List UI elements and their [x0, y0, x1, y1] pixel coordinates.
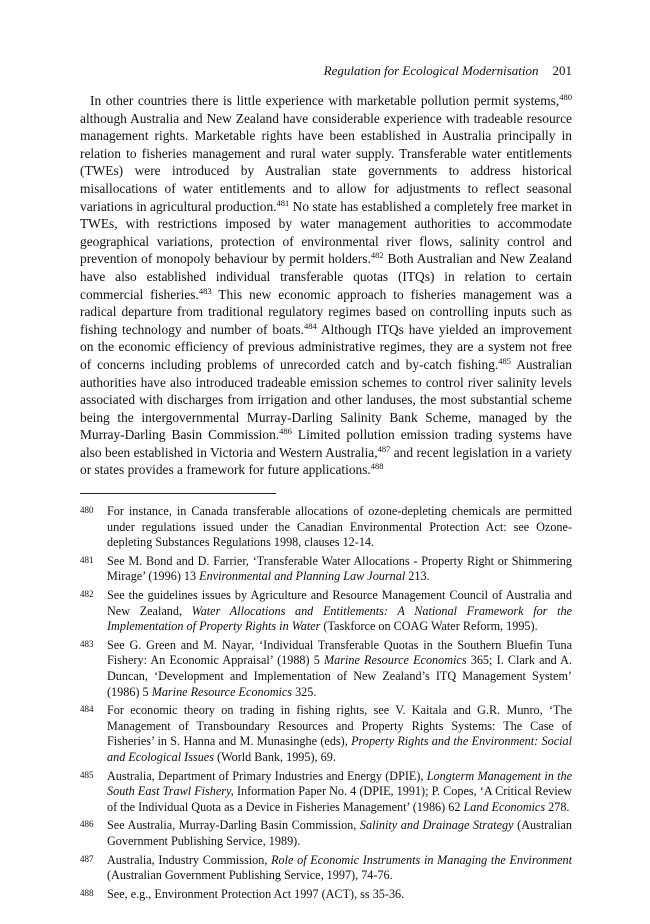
footnote-number: 487: [80, 853, 94, 864]
footnote-italic-title: Land Economics: [463, 799, 546, 814]
footnote-ref-487: 487: [377, 443, 391, 454]
footnote-text: [107, 887, 572, 903]
footnote-number: 486: [80, 819, 94, 830]
footnote-italic-title: Salinity and Drainage Strategy: [359, 818, 514, 833]
footnote-italic-title: Longterm Management in the South East Trawl Fishery,: [107, 768, 572, 799]
paragraph-text-3: No state has established a completely free market in TWEs, with restrictions imposed by water management authorities to accommodate geographical variations, protection of environmental river flows, salinity control and prevention of monopoly behaviour by permit holders.: [80, 198, 572, 267]
paragraph-text-6: Although ITQs have yielded an improvement on the economic efficiency of previous administrative regimes, they are a system not free of concerns including problems of unrecorded catch and by-catch fishing.: [80, 321, 572, 372]
footnote-italic-title: Property Rights and the Environment: Social and Ecological Issues: [107, 734, 572, 764]
paragraph-text-5: This new economic approach to fisheries management was a radical departure from traditional regulatory regimes based on controlling inputs such as fishing technology and number of boats.: [80, 286, 572, 337]
footnote-ref-484: 484: [304, 320, 317, 331]
footnote-text-part: (Australian Government Publishing Service, 1989).: [107, 818, 573, 848]
paragraph-text-1: In other countries there is little experience with marketable pollution permit systems,: [90, 93, 560, 108]
footnote-ref-488: 488: [370, 461, 384, 472]
main-paragraph: [80, 92, 572, 479]
footnote-text: [107, 769, 572, 816]
footnote-number: 488: [80, 887, 94, 898]
footnote-number: 483: [80, 638, 94, 649]
paragraph-text-2: although Australia and New Zealand have considerable experience with tradeable resource management rights. Marketable rights have been established in Australia principally in relation to fisheries management and rural water supply. Transferable water entitlements (TWEs) were introduced by Australian state governments to address historical misallocations of water entitlements and to allow for adjustments to reflect seasonal variations in agricultural production.: [80, 110, 572, 214]
footnote-text-part: See, e.g., Environment Protection Act 1997 (ACT), ss 35-36.: [107, 886, 405, 901]
footnote-number: 484: [80, 704, 94, 715]
footnote-text-part: Australia, Department of Primary Industries and Energy (DPIE),: [107, 768, 427, 783]
footnote-text-part: For economic theory on trading in fishing rights, see V. Kaitala and G.R. Munro, ‘The Management of Transboundary Resources and Property Rights Systems: The Case of Fisheries’ in S. Hanna and M. Munasinghe (eds),: [107, 703, 572, 749]
running-header: [80, 62, 572, 80]
footnote-486: [80, 818, 572, 849]
footnote-text: [107, 554, 572, 585]
footnote-text: [107, 703, 572, 765]
book-page: [80, 62, 572, 905]
footnote-italic-title: Marine Resource Economics: [324, 653, 467, 668]
footnote-484: [80, 703, 572, 765]
footnote-text-part: See M. Bond and D. Farrier, ‘Transferable Water Allocations - Property Right or Shimmering Mirage’ (1996) 13: [107, 553, 572, 584]
footnotes: [80, 504, 572, 902]
footnote-text-part: For instance, in Canada transferable allocations of ozone-depleting chemicals are permitted under regulations issued under the Canadian Environmental Protection Act: see Ozone-depleting Substances Regulations 1998, clauses 12-14.: [107, 504, 572, 550]
footnote-483: [80, 638, 572, 700]
footnote-text-part: Australia, Industry Commission,: [107, 852, 272, 867]
footnote-text-part: 213.: [405, 569, 430, 584]
footnote-divider: [80, 493, 276, 494]
footnote-italic-title: Role of Economic Instruments in Managing the Environment: [271, 852, 572, 867]
footnote-text: [107, 588, 572, 635]
paragraph-text-4: Both Australian and New Zealand have also established individual transferable quotas (ITQs) in relation to certain commercial fisheries.: [80, 251, 572, 302]
footnote-text: [107, 504, 572, 551]
footnote-number: 485: [80, 769, 94, 780]
footnote-ref-480: 480: [559, 92, 572, 102]
footnote-number: 482: [80, 589, 94, 600]
footnote-italic-title: Water Allocations and Entitlements: A National Framework for the Implementation of Property Rights in Water: [107, 603, 572, 634]
footnote-number: 480: [80, 505, 94, 516]
footnote-ref-482: 482: [370, 250, 384, 261]
footnote-text-part: 365; I. Clark and A. Duncan, ‘Development and Implementation of New Zealand’s ITQ Management System’ (1986) 5: [107, 653, 573, 699]
running-title: Regulation for Ecological Modernisation: [323, 63, 539, 78]
footnote-481: [80, 554, 572, 585]
footnote-italic-title: Environmental and Planning Law Journal: [199, 569, 406, 584]
footnote-482: [80, 588, 572, 635]
footnote-number: 481: [80, 554, 94, 565]
footnote-text-part: 325.: [292, 684, 317, 699]
footnote-text-part: (World Bank, 1995), 69.: [213, 749, 336, 764]
page-number: 201: [552, 63, 572, 78]
footnote-text: [107, 853, 572, 884]
footnote-487: [80, 853, 572, 884]
footnote-text-part: 278.: [545, 799, 570, 814]
footnote-text: [107, 638, 572, 700]
footnote-480: [80, 504, 572, 551]
footnote-ref-486: 486: [279, 426, 292, 437]
footnote-ref-481: 481: [276, 197, 290, 208]
footnote-485: [80, 769, 572, 816]
paragraph-text-7: Australian authorities have also introduced tradeable emission schemes to control river salinity levels associated with discharges from irrigation and other landuses, the most substantial scheme being the intergovernmental Murray-Darling Salinity Bank Scheme, managed by the Murray-Darling Basin Commission.: [80, 356, 572, 443]
footnote-text-part: (Taskforce on COAG Water Reform, 1995).: [320, 619, 538, 634]
paragraph-text-9: and recent legislation in a variety or states provides a framework for future applications.: [80, 444, 572, 478]
footnote-ref-485: 485: [498, 355, 512, 366]
footnote-text-part: See Australia, Murray-Darling Basin Commission,: [107, 818, 360, 833]
footnote-text: [107, 818, 572, 849]
footnote-text-part: (Australian Government Publishing Service, 1997), 74-76.: [107, 868, 393, 883]
footnote-text-part: See G. Green and M. Nayar, ‘Individual Transferable Quotas in the Southern Bluefin Tuna Fishery: An Economic Appraisal’ (1988) 5: [107, 637, 572, 668]
footnote-text-part: See the guidelines issues by Agriculture and Resource Management Council of Australia and New Zealand,: [107, 588, 572, 618]
footnote-488: [80, 887, 572, 903]
footnote-text-part: Information Paper No. 4 (DPIE, 1991); P. Copes, ‘A Critical Review of the Individual Quota as a Device in Fisheries Management’ (1986) 62: [107, 784, 572, 814]
footnote-italic-title: Marine Resource Economics: [151, 684, 293, 699]
footnote-ref-483: 483: [198, 285, 212, 296]
paragraph-text-8: Limited pollution emission trading systems have also been established in Victoria and Western Australia,: [80, 427, 572, 460]
